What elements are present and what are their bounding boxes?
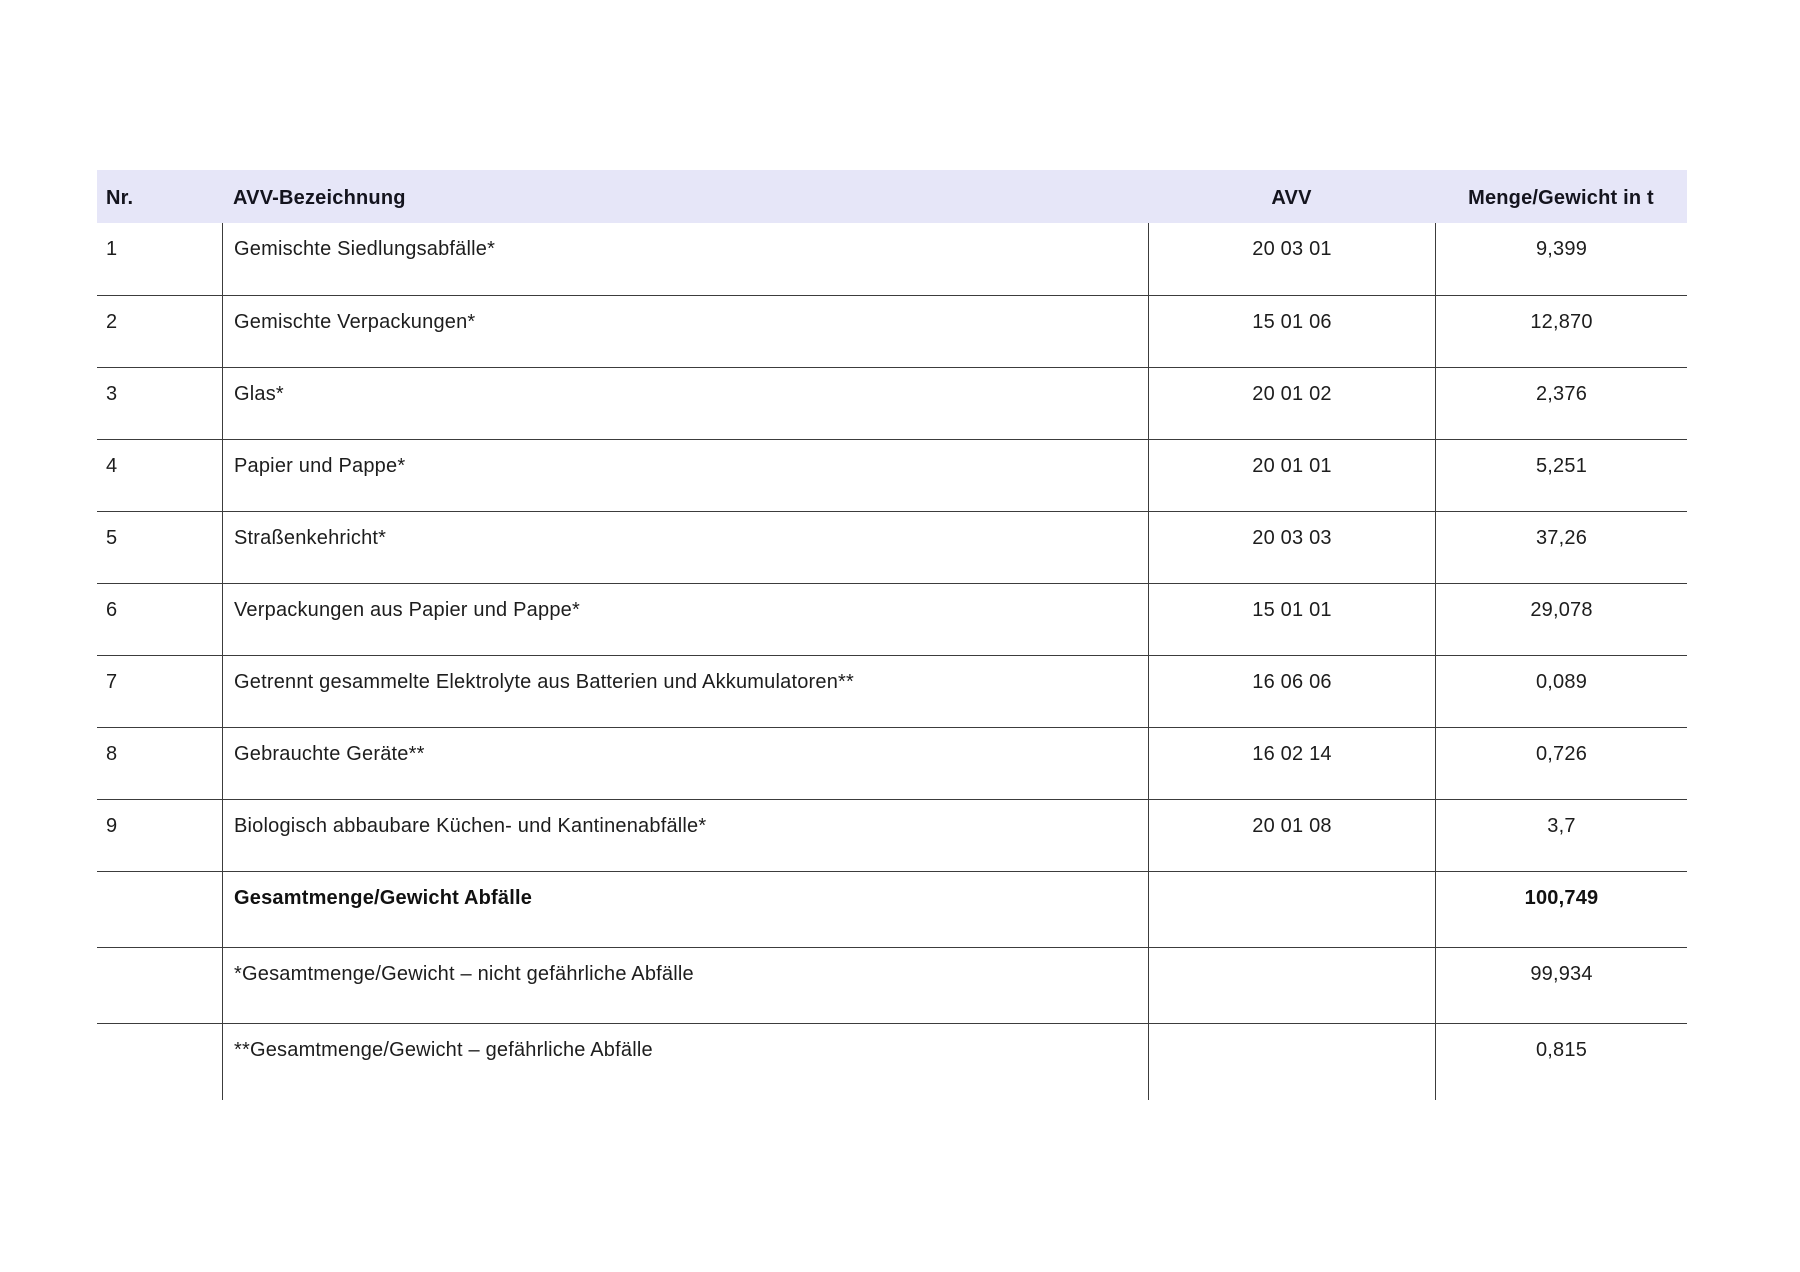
cell-avv-code: 20 03 03 xyxy=(1148,512,1435,583)
cell-total-menge: 99,934 xyxy=(1435,948,1687,1023)
cell-total-label: **Gesamtmenge/Gewicht – gefährliche Abfälle xyxy=(222,1024,1148,1100)
column-header-nr: Nr. xyxy=(106,186,134,209)
cell-bezeichnung: Getrennt gesammelte Elektrolyte aus Batterien und Akkumulatoren** xyxy=(222,656,1148,727)
cell-avv-empty xyxy=(1148,948,1435,1023)
cell-avv-code: 15 01 01 xyxy=(1148,584,1435,655)
cell-menge: 2,376 xyxy=(1435,368,1687,439)
cell-nr: 7 xyxy=(106,671,118,693)
cell-avv-code: 20 01 02 xyxy=(1148,368,1435,439)
cell-menge: 5,251 xyxy=(1435,440,1687,511)
table-row xyxy=(97,223,1687,295)
table-row xyxy=(97,655,1687,727)
column-header-avv-bezeichnung: AVV-Bezeichnung xyxy=(233,186,406,209)
cell-avv-empty xyxy=(1148,1024,1435,1100)
table-total-row xyxy=(97,947,1687,1023)
cell-avv-code: 20 01 01 xyxy=(1148,440,1435,511)
cell-menge: 29,078 xyxy=(1435,584,1687,655)
table-row xyxy=(97,727,1687,799)
cell-nr: 2 xyxy=(106,311,118,333)
cell-avv-empty xyxy=(1148,872,1435,947)
cell-bezeichnung: Gemischte Siedlungsabfälle* xyxy=(222,223,1148,295)
column-header-avv: AVV xyxy=(1271,186,1312,209)
waste-table xyxy=(97,170,1687,1100)
cell-avv-code: 15 01 06 xyxy=(1148,296,1435,367)
cell-nr: 1 xyxy=(106,238,118,260)
cell-nr: 8 xyxy=(106,743,118,765)
cell-menge: 9,399 xyxy=(1435,223,1687,295)
cell-bezeichnung: Gemischte Verpackungen* xyxy=(222,296,1148,367)
cell-menge: 0,726 xyxy=(1435,728,1687,799)
table-total-row xyxy=(97,871,1687,947)
cell-avv-code: 20 01 08 xyxy=(1148,800,1435,871)
cell-menge: 0,089 xyxy=(1435,656,1687,727)
cell-bezeichnung: Verpackungen aus Papier und Pappe* xyxy=(222,584,1148,655)
cell-nr: 4 xyxy=(106,455,118,477)
cell-avv-code: 16 06 06 xyxy=(1148,656,1435,727)
cell-menge: 12,870 xyxy=(1435,296,1687,367)
cell-menge: 3,7 xyxy=(1435,800,1687,871)
table-row xyxy=(97,439,1687,511)
cell-total-label: *Gesamtmenge/Gewicht – nicht gefährliche Abfälle xyxy=(222,948,1148,1023)
table-body xyxy=(97,223,1687,1100)
cell-total-menge: 100,749 xyxy=(1435,872,1687,947)
table-row xyxy=(97,583,1687,655)
cell-nr: 3 xyxy=(106,383,118,405)
cell-nr-empty xyxy=(97,1024,222,1100)
cell-bezeichnung: Glas* xyxy=(222,368,1148,439)
cell-nr: 5 xyxy=(106,527,118,549)
table-header-row xyxy=(97,170,1687,223)
table-row xyxy=(97,799,1687,871)
cell-avv-code: 20 03 01 xyxy=(1148,223,1435,295)
cell-avv-code: 16 02 14 xyxy=(1148,728,1435,799)
table-row xyxy=(97,367,1687,439)
cell-total-menge: 0,815 xyxy=(1435,1024,1687,1100)
column-header-menge: Menge/Gewicht in t xyxy=(1468,186,1654,209)
cell-nr: 6 xyxy=(106,599,118,621)
cell-nr-empty xyxy=(97,948,222,1023)
cell-nr-empty xyxy=(97,872,222,947)
cell-bezeichnung: Straßenkehricht* xyxy=(222,512,1148,583)
cell-bezeichnung: Biologisch abbaubare Küchen- und Kantinenabfälle* xyxy=(222,800,1148,871)
cell-total-label: Gesamtmenge/Gewicht Abfälle xyxy=(222,872,1148,947)
table-total-row xyxy=(97,1023,1687,1100)
cell-bezeichnung: Gebrauchte Geräte** xyxy=(222,728,1148,799)
table-row xyxy=(97,511,1687,583)
cell-bezeichnung: Papier und Pappe* xyxy=(222,440,1148,511)
cell-menge: 37,26 xyxy=(1435,512,1687,583)
cell-nr: 9 xyxy=(106,815,118,837)
table-row xyxy=(97,295,1687,367)
